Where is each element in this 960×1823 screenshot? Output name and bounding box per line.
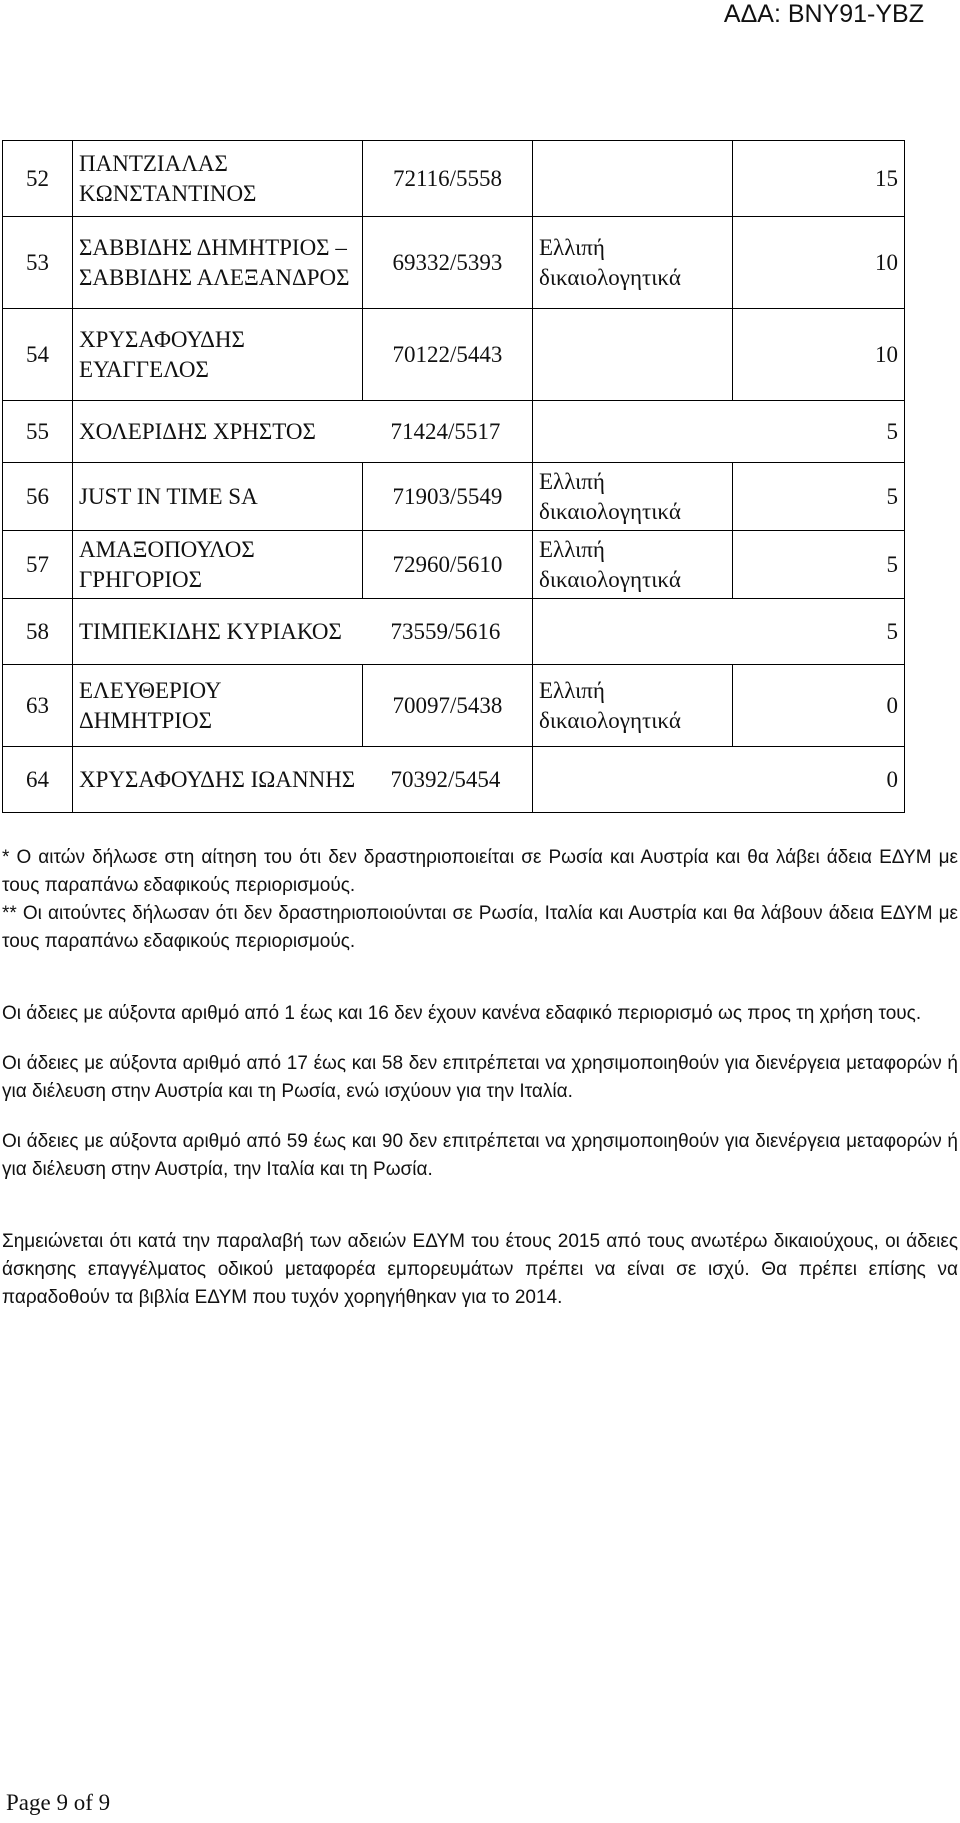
protocol-number: 70122/5443 bbox=[363, 309, 533, 401]
row-points: 10 bbox=[733, 217, 905, 309]
protocol-number: 72960/5610 bbox=[363, 531, 533, 599]
row-number: 64 bbox=[3, 747, 73, 813]
table-row bbox=[3, 309, 905, 401]
applicant-name: ΤΙΜΠΕΚΙΔΗΣ ΚΥΡΙΑΚΟΣ bbox=[73, 599, 363, 665]
applicant-name: ΑΜΑΞΟΠΟΥΛΟΣ ΓΡΗΓΟΡΙΟΣ bbox=[73, 531, 363, 599]
row-number: 58 bbox=[3, 599, 73, 665]
row-note bbox=[533, 747, 733, 813]
row-note: Ελλιπή δικαιολογητικά bbox=[533, 531, 733, 599]
row-number: 54 bbox=[3, 309, 73, 401]
row-note bbox=[533, 309, 733, 401]
row-points: 10 bbox=[733, 309, 905, 401]
row-points: 5 bbox=[733, 599, 905, 665]
page-footer: Page 9 of 9 bbox=[6, 1790, 111, 1815]
protocol-number: 71424/5517 bbox=[363, 401, 533, 463]
applicant-name: ΧΟΛΕΡΙΔΗΣ ΧΡΗΣΤΟΣ bbox=[73, 401, 363, 463]
protocol-number: 73559/5616 bbox=[363, 599, 533, 665]
applicant-name: ΧΡΥΣΑΦΟΥΔΗΣ ΕΥΑΓΓΕΛΟΣ bbox=[73, 309, 363, 401]
applicant-name: ΧΡΥΣΑΦΟΥΔΗΣ ΙΩΑΝΝΗΣ bbox=[73, 747, 363, 813]
protocol-number: 71903/5549 bbox=[363, 463, 533, 531]
applicant-name: ΕΛΕΥΘΕΡΙΟΥ ΔΗΜΗΤΡΙΟΣ bbox=[73, 665, 363, 747]
ada-code: ΑΔΑ: ΒΝΥ91-ΥΒΖ bbox=[723, 0, 924, 28]
row-note: Ελλιπή δικαιολογητικά bbox=[533, 463, 733, 531]
table-row bbox=[3, 401, 905, 463]
protocol-number: 70392/5454 bbox=[363, 747, 533, 813]
row-note bbox=[533, 599, 733, 665]
applicant-name: JUST IN TIME SA bbox=[73, 463, 363, 531]
protocol-number: 72116/5558 bbox=[363, 141, 533, 217]
note-single-star: * Ο αιτών δήλωσε στη αίτηση του ότι δεν δραστηριοποιείται σε Ρωσία και Αυστρία και θα λάβει άδεια ΕΔΥΜ με τους παραπάνω εδαφικούς περιορισμούς. bbox=[2, 847, 958, 896]
row-points: 5 bbox=[733, 401, 905, 463]
row-points: 15 bbox=[733, 141, 905, 217]
row-note bbox=[533, 401, 733, 463]
note-range-1-16: Οι άδειες με αύξοντα αριθμό από 1 έως και 16 δεν έχουν κανένα εδαφικό περιορισμό ως προς τη χρήση τους. bbox=[2, 1003, 922, 1024]
protocol-number: 70097/5438 bbox=[363, 665, 533, 747]
row-note bbox=[533, 141, 733, 217]
row-points: 0 bbox=[733, 747, 905, 813]
permits-table bbox=[2, 140, 905, 813]
table-row bbox=[3, 747, 905, 813]
table-row bbox=[3, 531, 905, 599]
row-number: 57 bbox=[3, 531, 73, 599]
protocol-number: 69332/5393 bbox=[363, 217, 533, 309]
table-row bbox=[3, 463, 905, 531]
row-number: 56 bbox=[3, 463, 73, 531]
row-points: 5 bbox=[733, 531, 905, 599]
row-note: Ελλιπή δικαιολογητικά bbox=[533, 217, 733, 309]
row-points: 0 bbox=[733, 665, 905, 747]
note-range-59-90: Οι άδειες με αύξοντα αριθμό από 59 έως και 90 δεν επιτρέπεται να χρησιμοποιηθούν για διενέργεια μεταφορών ή για διέλευση στην Αυστρία, την Ιταλία και τη Ρωσία. bbox=[2, 1131, 958, 1180]
note-double-star: ** Οι αιτούντες δήλωσαν ότι δεν δραστηριοποιούνται σε Ρωσία, Ιταλία και Αυστρία και θα λάβουν άδεια ΕΔΥΜ με τους παραπάνω εδαφικούς περιορισμούς. bbox=[2, 903, 958, 952]
applicant-name: ΠΑΝΤΖΙΑΛΑΣ ΚΩΝΣΤΑΝΤΙΝΟΣ bbox=[73, 141, 363, 217]
note-remark: Σημειώνεται ότι κατά την παραλαβή των αδειών ΕΔΥΜ του έτους 2015 από τους ανωτέρω δικαιούχους, οι άδειες άσκησης επαγγέλματος οδικού μεταφορέα εμπορευμάτων πρέπει να είναι σε ισχύ. Θα πρέπει επίσης να παραδοθούν τα βιβλία ΕΔΥΜ που τυχόν χορηγήθηκαν για το 2014. bbox=[2, 1231, 958, 1308]
row-number: 55 bbox=[3, 401, 73, 463]
table-row bbox=[3, 665, 905, 747]
applicant-name: ΣΑΒΒΙΔΗΣ ΔΗΜΗΤΡΙΟΣ – ΣΑΒΒΙΔΗΣ ΑΛΕΞΑΝΔΡΟΣ bbox=[73, 217, 363, 309]
note-range-17-58: Οι άδειες με αύξοντα αριθμό από 17 έως και 58 δεν επιτρέπεται να χρησιμοποιηθούν για διενέργεια μεταφορών ή για διέλευση στην Αυστρία και τη Ρωσία, ενώ ισχύουν για την Ιταλία. bbox=[2, 1053, 958, 1102]
row-number: 52 bbox=[3, 141, 73, 217]
row-note: Ελλιπή δικαιολογητικά bbox=[533, 665, 733, 747]
row-number: 53 bbox=[3, 217, 73, 309]
notes-section bbox=[2, 844, 958, 1312]
table-row bbox=[3, 141, 905, 217]
table-row bbox=[3, 217, 905, 309]
row-number: 63 bbox=[3, 665, 73, 747]
row-points: 5 bbox=[733, 463, 905, 531]
table-row bbox=[3, 599, 905, 665]
